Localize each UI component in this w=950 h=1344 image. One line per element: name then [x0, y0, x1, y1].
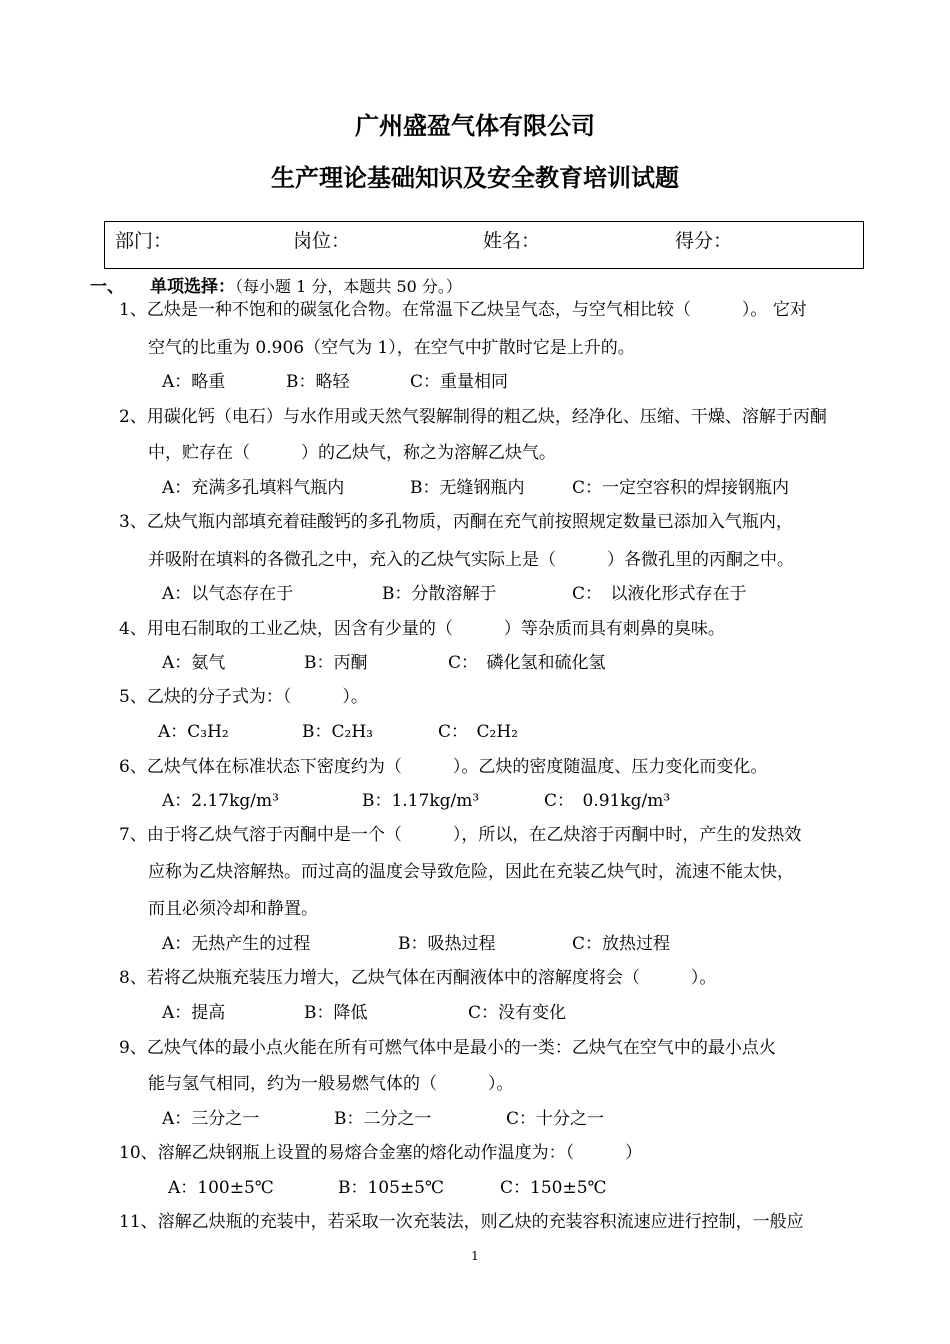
- option-a: A：以气态存在于: [162, 584, 294, 604]
- option-b: B：C₂H₃: [302, 722, 373, 742]
- question-text: 11、溶解乙炔瓶的充装中，若采取一次充装法，则乙炔的充装容积流速应进行控制，一般应: [119, 1212, 804, 1232]
- question-text: 7、由于将乙炔气溶于丙酮中是一个（ ），所以，在乙炔溶于丙酮中时，产生的发热效: [119, 825, 802, 845]
- question-text: 1、乙炔是一种不饱和的碳氢化合物。在常温下乙炔呈气态，与空气相比较（ ）。 它对: [119, 300, 807, 320]
- question-text-continued: 空气的比重为 0.906（空气为 1），在空气中扩散时它是上升的。: [148, 338, 635, 358]
- option-c: C：十分之一: [506, 1109, 605, 1129]
- option-c: C：重量相同: [410, 372, 509, 392]
- option-c: C：一定空容积的焊接钢瓶内: [572, 478, 790, 498]
- position-label: 岗位：: [293, 230, 351, 252]
- question-text-continued: 能与氢气相同，约为一般易燃气体的（ ）。: [148, 1074, 514, 1094]
- option-b: B：吸热过程: [398, 934, 496, 954]
- option-a: A：充满多孔填料气瓶内: [162, 478, 345, 498]
- question-text: 5、乙炔的分子式为：（ ）。: [119, 687, 368, 707]
- page-number: 1: [471, 1249, 479, 1263]
- question-text-continued: 应称为乙炔溶解热。而过高的温度会导致危险，因此在充装乙炔气时，流速不能太快，: [148, 862, 794, 882]
- option-c: C：放热过程: [572, 934, 671, 954]
- option-a: A：提高: [162, 1003, 226, 1023]
- score-label: 得分：: [675, 230, 733, 252]
- option-b: B：无缝钢瓶内: [410, 478, 525, 498]
- option-a: A：无热产生的过程: [162, 934, 311, 954]
- question-text: 6、乙炔气体在标准状态下密度约为（ ）。乙炔的密度随温度、压力变化而变化。: [119, 757, 768, 777]
- option-c: C： 以液化形式存在于: [572, 584, 747, 604]
- company-title: 广州盛盈气体有限公司: [355, 112, 595, 140]
- question-text: 8、若将乙炔瓶充装压力增大，乙炔气体在丙酮液体中的溶解度将会（ ）。: [119, 968, 717, 988]
- option-b: B：二分之一: [334, 1109, 432, 1129]
- section-title: 单项选择：: [150, 277, 235, 297]
- option-c: C：没有变化: [468, 1003, 567, 1023]
- question-text-continued: 中，贮存在（ ）的乙炔气，称之为溶解乙炔气。: [148, 443, 556, 463]
- info-box: [104, 221, 864, 269]
- question-text: 4、用电石制取的工业乙炔，因含有少量的（ ）等杂质而具有刺鼻的臭味。: [119, 619, 725, 639]
- exam-title: 生产理论基础知识及安全教育培训试题: [271, 164, 679, 192]
- option-c: C： C₂H₂: [438, 722, 518, 742]
- option-a: A：略重: [162, 372, 226, 392]
- question-text-continued: 并吸附在填料的各微孔之中，充入的乙炔气实际上是（ ）各微孔里的丙酮之中。: [148, 550, 794, 570]
- option-a: A：氨气: [162, 653, 226, 673]
- option-b: B：略轻: [286, 372, 350, 392]
- department-label: 部门：: [115, 230, 173, 252]
- name-label: 姓名：: [483, 230, 541, 252]
- option-c: C： 0.91kg/m³: [544, 791, 671, 811]
- section-number: 一、: [90, 277, 124, 297]
- question-text: 2、用碳化钙（电石）与水作用或天然气裂解制得的粗乙炔，经净化、压缩、干燥、溶解于丙酮: [119, 407, 827, 427]
- section-note: （每小题 1 分，本题共 50 分。）: [235, 277, 462, 296]
- section-heading: [90, 272, 462, 297]
- option-b: B：1.17kg/m³: [362, 791, 480, 811]
- option-b: B：降低: [304, 1003, 368, 1023]
- option-a: A：2.17kg/m³: [162, 791, 279, 811]
- option-b: B：分散溶解于: [382, 584, 497, 604]
- option-c: C： 磷化氢和硫化氢: [448, 653, 606, 673]
- question-text: 10、溶解乙炔钢瓶上设置的易熔合金塞的熔化动作温度为：（ ）: [119, 1143, 643, 1163]
- option-a: A：100±5℃: [168, 1178, 274, 1198]
- option-b: B：105±5℃: [338, 1178, 445, 1198]
- option-a: A：三分之一: [162, 1109, 260, 1129]
- question-text: 3、乙炔气瓶内部填充着硅酸钙的多孔物质，丙酮在充气前按照规定数量已添加入气瓶内，: [119, 512, 793, 532]
- question-text-continued: 而且必须冷却和静置。: [148, 899, 318, 919]
- option-b: B：丙酮: [304, 653, 368, 673]
- question-text: 9、乙炔气体的最小点火能在所有可燃气体中是最小的一类：乙炔气在空气中的最小点火: [119, 1038, 776, 1058]
- option-c: C：150±5℃: [500, 1178, 607, 1198]
- option-a: A：C₃H₂: [158, 722, 229, 742]
